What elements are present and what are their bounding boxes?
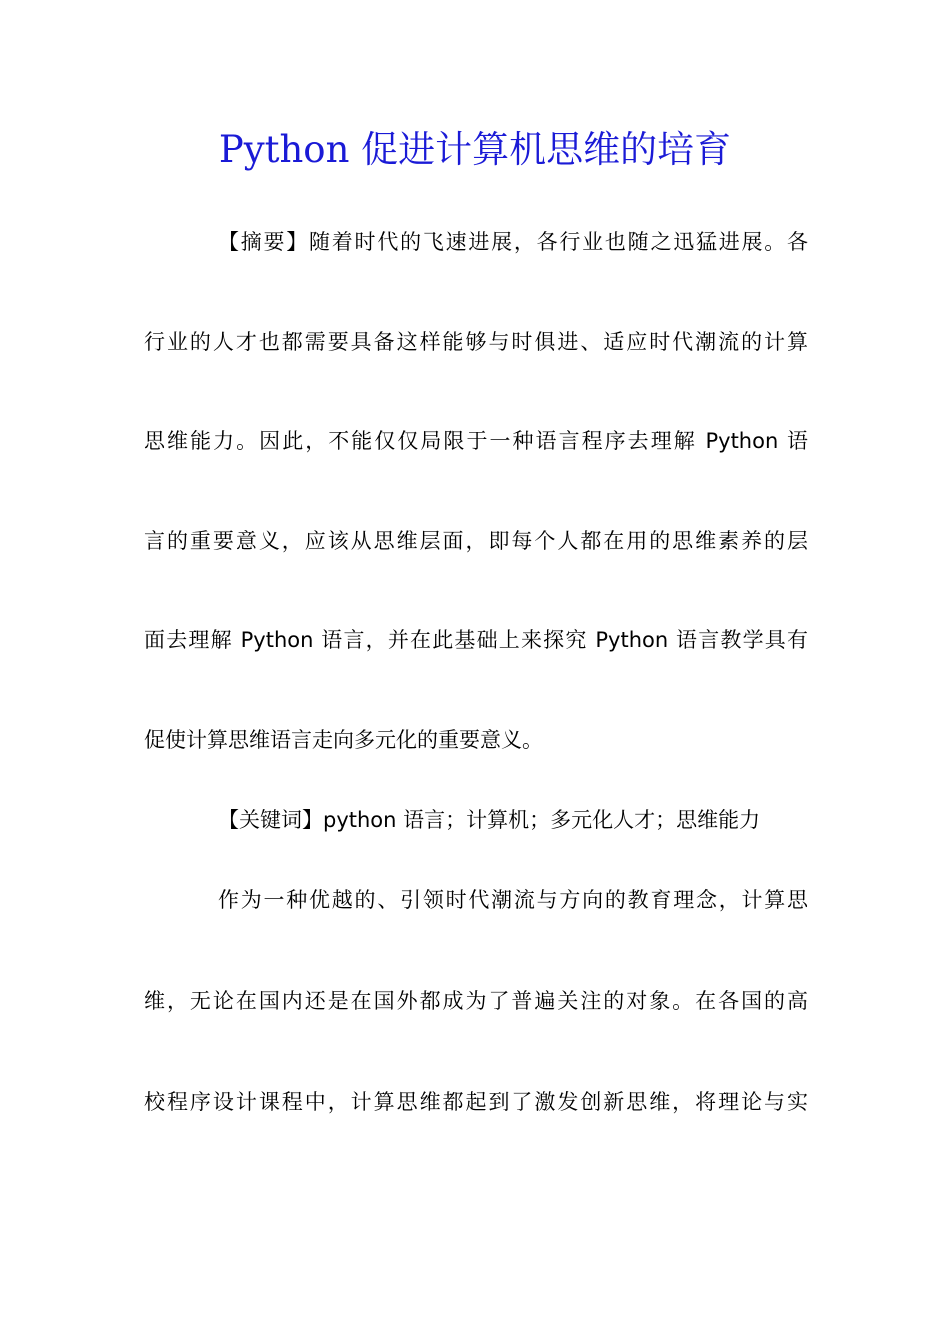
document-title: Python 促进计算机思维的培育 — [218, 128, 732, 171]
body-line: 校程序设计课程中，计算思维都起到了激发创新思维，将理论与实 — [144, 1090, 808, 1114]
body-line: 维，无论在国内还是在国外都成为了普遍关注的对象。在各国的高 — [144, 989, 808, 1013]
abstract-line: 言的重要意义，应该从思维层面，即每个人都在用的思维素养的层 — [144, 529, 808, 553]
abstract-line: 促使计算思维语言走向多元化的重要意义。 — [144, 728, 543, 752]
abstract-line: 行业的人才也都需要具备这样能够与时俱进、适应时代潮流的计算 — [144, 330, 808, 354]
abstract-line: 思维能力。因此，不能仅仅局限于一种语言程序去理解 Python 语 — [144, 429, 808, 453]
abstract-line: 【摘要】随着时代的飞速进展，各行业也随之迅猛进展。各 — [218, 230, 808, 254]
keywords-line: 【关键词】python 语言；计算机；多元化人才；思维能力 — [218, 808, 761, 832]
body-line: 作为一种优越的、引领时代潮流与方向的教育理念，计算思 — [218, 888, 808, 912]
abstract-line: 面去理解 Python 语言，并在此基础上来探究 Python 语言教学具有 — [144, 628, 808, 652]
